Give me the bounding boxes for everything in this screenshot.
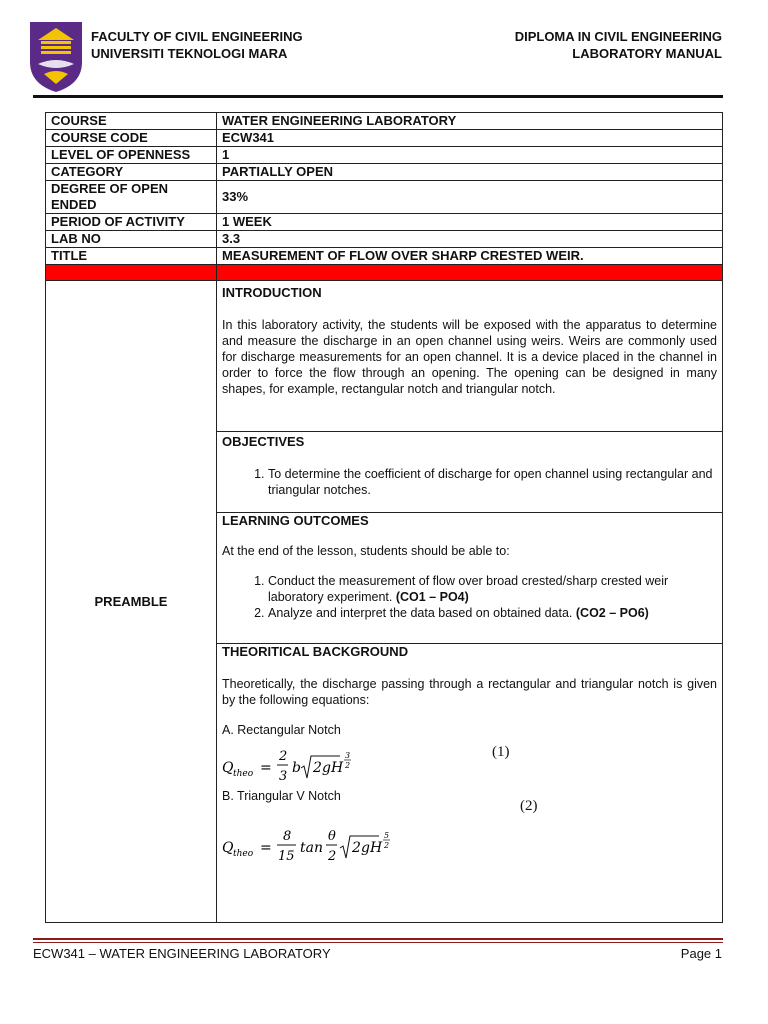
svg-text:2: 2 [279,749,288,764]
footer-page-number: Page 1 [680,946,722,961]
manual-name: LABORATORY MANUAL [572,46,722,61]
meta-row-course-code [46,130,723,147]
learning-outcomes-heading: LEARNING OUTCOMES [222,513,369,528]
rect-notch-label: A. Rectangular Notch [222,723,341,737]
tri-equation-graphic [222,826,422,870]
outcome-item [268,573,717,605]
svg-text:3: 3 [345,751,351,760]
objectives-block [222,432,717,512]
outcome-item [268,605,717,621]
meta-key: LEVEL OF OPENNESS [46,147,217,164]
outcome-text: Analyze and interpret the data based on obtained data. [268,606,576,620]
university-name: UNIVERSITI TEKNOLOGI MARA [91,46,288,61]
red-divider [46,265,217,281]
meta-row-degree [46,181,723,214]
footer-rule [33,938,723,940]
svg-text:tan: tan [300,840,323,856]
tri-notch-equation [222,798,717,864]
svg-text:theo: theo [233,849,254,859]
red-divider [217,265,723,281]
svg-text:Q: Q [222,760,234,776]
meta-value: MEASUREMENT OF FLOW OVER SHARP CRESTED WEIR. [217,248,723,265]
outcome-tag: (CO1 – PO4) [395,590,469,604]
outcome-tag: (CO2 – PO6) [575,606,649,620]
meta-row-period [46,214,723,231]
outcome-text: Conduct the measurement of flow over broad crested/sharp crested weir laboratory experiment. [268,574,669,604]
meta-value: ECW341 [217,130,723,147]
rect-equation-number: (1) [492,744,510,760]
svg-text:15: 15 [278,849,295,864]
diploma-name: DIPLOMA IN CIVIL ENGINEERING [514,29,722,44]
theory-heading: THEORITICAL BACKGROUND [222,644,409,659]
rect-equation-graphic [222,746,382,790]
svg-text:gH: gH [361,840,383,856]
meta-value: PARTIALLY OPEN [217,164,723,181]
objectives-heading: OBJECTIVES [222,434,305,449]
meta-row-title [46,248,723,265]
rect-notch-equation [222,738,717,782]
meta-value: 1 [217,147,723,164]
svg-text:θ: θ [328,829,336,844]
meta-key: TITLE [46,248,217,265]
theory-block [222,644,717,922]
svg-text:=: = [260,760,272,776]
footer-course: ECW341 – WATER ENGINEERING LABORATORY [33,946,331,961]
theory-text: Theoretically, the discharge passing through a rectangular and triangular notch is given by the following equations: [222,677,717,707]
meta-key: DEGREE OF OPEN ENDED [46,181,217,214]
svg-text:b: b [292,760,301,776]
meta-key: PERIOD OF ACTIVITY [46,214,217,231]
svg-text:2: 2 [313,760,322,776]
lab-info-table [45,112,723,923]
header-rule [33,95,723,98]
preamble-label: PREAMBLE [46,281,217,923]
tri-equation-number: (2) [520,798,538,814]
faculty-name: FACULTY OF CIVIL ENGINEERING [91,29,303,44]
meta-row-openness [46,147,723,164]
red-divider-row [46,265,723,281]
svg-text:2: 2 [345,761,351,770]
header-left [91,28,303,62]
meta-value: 33% [217,181,723,214]
learning-outcomes-intro: At the end of the lesson, students should be able to: [222,544,510,558]
svg-text:2: 2 [328,849,337,864]
meta-key: COURSE CODE [46,130,217,147]
svg-text:gH: gH [322,760,344,776]
meta-row-course [46,113,723,130]
meta-value: 3.3 [217,231,723,248]
introduction-text: In this laboratory activity, the students will be exposed with the apparatus to determine and measure the discharge in an open channel using weirs. Weirs are commonly used for discharge measurements for an open channel. It is a device placed in the channel in order to force the flow through an opening. The opening can be designed in many shapes, for example, rectangular notch and triangular notch. [222,318,717,396]
svg-text:=: = [260,840,272,856]
tri-notch-label: B. Triangular V Notch [222,789,341,803]
svg-text:8: 8 [283,829,292,844]
meta-key: LAB NO [46,231,217,248]
meta-key: COURSE [46,113,217,130]
introduction-block [222,281,717,431]
svg-text:5: 5 [384,831,390,840]
section-introduction [46,281,723,432]
meta-value: 1 WEEK [217,214,723,231]
uitm-logo [26,18,86,94]
svg-text:3: 3 [279,769,288,784]
svg-text:2: 2 [384,841,390,850]
introduction-heading: INTRODUCTION [222,285,322,300]
svg-text:theo: theo [233,769,254,779]
header-right [515,28,722,62]
svg-text:2: 2 [352,840,361,856]
objective-item: 1. To determine the coefficient of discharge for open channel using rectangular and triangular notches. [268,466,717,498]
meta-value: WATER ENGINEERING LABORATORY [217,113,723,130]
learning-outcomes-block [222,513,717,643]
footer-rule-thin [33,942,723,943]
meta-row-lab-no [46,231,723,248]
meta-key: CATEGORY [46,164,217,181]
svg-text:Q: Q [222,840,234,856]
meta-row-category [46,164,723,181]
